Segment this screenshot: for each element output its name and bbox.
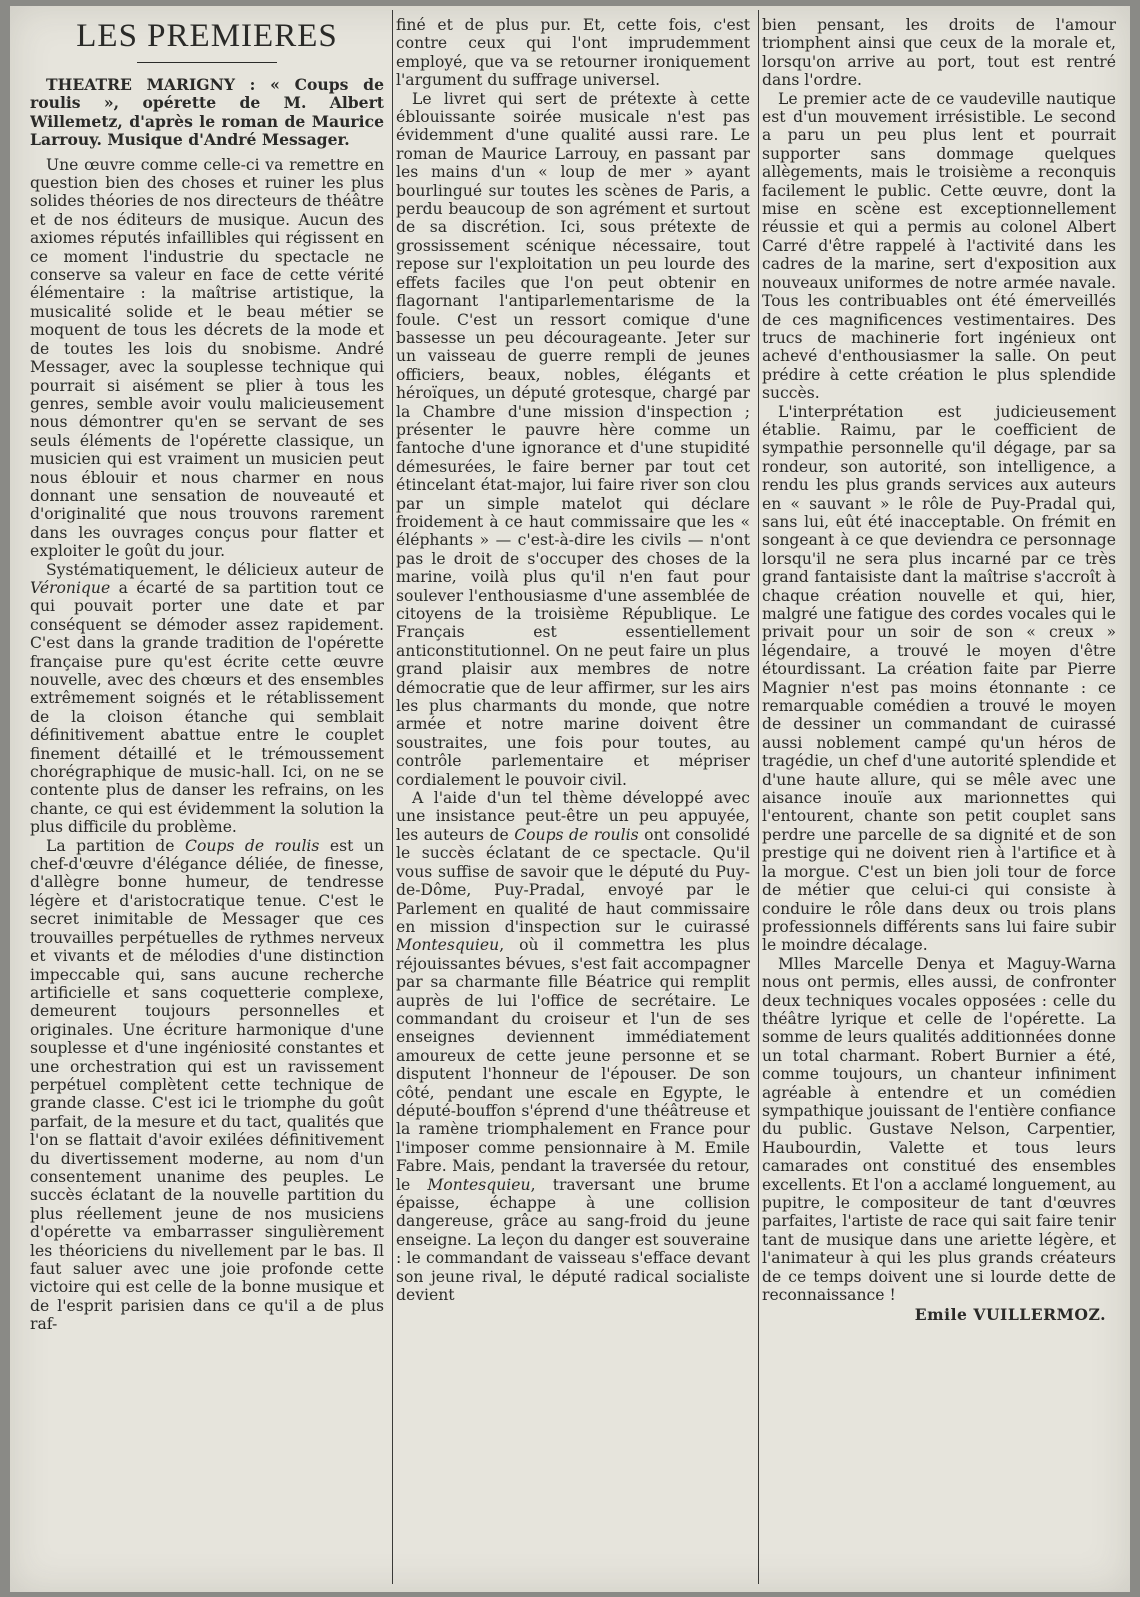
column-1 xyxy=(30,16,384,1582)
paragraph: Systématiquement, le délicieux auteur de Véronique a écarté de sa partition tout ce qui pouvait porter une date et par conséquent se démoder assez rapidement. C'est dans la grande tradition de l'opérette française pure qu'est écrite cette œuvre nouvelle, avec des chœurs et des ensembles extrêmement soignés et le rétablissement de la cloison étanche qui semblait définitivement abattue entre le couplet finement détaillé et le trémoussement chorégraphique de music-hall. Ici, on ne se contente plus de danser les refrains, on les chante, ce qui est évidemment la solution la plus difficile du problème. xyxy=(30,560,384,837)
paragraph: La partition de Coups de roulis est un chef-d'œuvre d'élégance déliée, de finesse, d'allègre bonne humeur, de tendresse légère et d'aristocratique tenue. C'est le secret inimitable de Messager que ces trouvailles perpétuelles de rythmes nerveux et vivants et de mélodies d'une distinction impeccable qui, sans aucune recherche artificielle et sans coquetterie complexe, demeurent toujours personnelles et originales. Une écriture harmonique d'une souplesse et d'une ingéniosité constantes et une orchestration qui est un ravissement perpétuel complètent cette technique de grande classe. C'est ici le triomphe du goût parfait, de la mesure et du tact, qualités que l'on se flattait d'avoir exilées définitivement du divertissement moderne, au nom d'un consentement unanime des peuples. Le succès éclatant de la nouvelle partition du plus réellement jeune de nos musiciens d'opérette va embarrasser singulièrement les théoriciens du nivellement par le bas. Il faut saluer avec une joie profonde cette victoire qui est celle de la bonne musique et de l'esprit parisien dans ce qu'il a de plus raf- xyxy=(30,836,384,1334)
review-lead: THEATRE MARIGNY : « Coups de roulis », opérette de M. Albert Willemetz, d'après le roman de Maurice Larrouy. Musique d'André Messager. xyxy=(30,75,384,150)
work-title: Coups de roulis xyxy=(185,836,320,855)
work-title: Coups de roulis xyxy=(514,825,639,844)
paragraph: finé et de plus pur. Et, cette fois, c'est contre ceux qui l'ont imprudemment employé, que va se retourner ironiquement l'argument du suffrage universel. xyxy=(396,16,750,90)
paragraph: A l'aide d'un tel thème développé avec une insistance peut-être un peu appuyée, les auteurs de Coups de roulis ont consolidé le succès éclatant de ce spectacle. Qu'il vous suffise de savoir que le député du Puy-de-Dôme, Puy-Pradal, envoyé par le Parlement en qualité de haut commissaire en mission d'inspection sur le cuirassé Montesquieu, où il commettra les plus réjouissantes bévues, s'est fait accompagner par sa charmante fille Béatrice qui remplit auprès de lui l'office de secrétaire. Le commandant du croiseur et l'un de ses enseignes deviennent immédiatement amoureux de cette jeune personne et se disputent l'honneur de l'épouser. De son côté, pendant une escale en Egypte, le député-bouffon s'éprend d'une théâtreuse et la ramène triomphalement en France pour l'imposer comme pensionnaire à M. Emile Fabre. Mais, pendant la traversée du retour, le Montesquieu, traversant une brume épaisse, échappe à une collision dangereuse, grâce au sang-froid du jeune enseigne. La leçon du danger est souveraine : le commandant de vaisseau s'efface devant son jeune rival, le député radical socialiste devient xyxy=(396,789,750,1305)
work-title: Véronique xyxy=(30,578,111,597)
paragraph: Le premier acte de ce vaudeville nautique est d'un mouvement irrésistible. Le second a paru un peu plus lent et pourrait supporter sans dommage quelques allègements, mais le troisième a reconquis facilement le public. Cette œuvre, dont la mise en scène est exceptionnellement réussie et qui a permis au colonel Albert Carré d'être rappelé à l'activité dans les cadres de la marine, sert d'exposition aux nouveaux uniformes de notre armée navale. Tous les contribuables ont été émerveillés de ces magnificences vestimentaires. Des trucs de machinerie fort ingénieux ont achevé d'enthousiasmer la salle. On peut prédire à cette création le plus splendide succès. xyxy=(762,89,1116,403)
column-3 xyxy=(762,16,1116,1582)
paragraph: Le livret qui sert de prétexte à cette éblouissante soirée musicale n'est pas évidemment d'une qualité aussi rare. Le roman de Maurice Larrouy, en passant par les mains d'un « loup de mer » ayant bourlingué sur toutes les scènes de Paris, a perdu beaucoup de son agrément et surtout de sa discrétion. Ici, sous prétexte de grossissement scénique nécessaire, tout repose sur l'exploitation un peu lourde des effets faciles que l'on peut obtenir en flagornant l'antiparlementarisme de la foule. C'est un ressort comique d'une bassesse un peu décourageante. Jeter sur un vaisseau de guerre rempli de jeunes officiers, beaux, nobles, élégants et héroïques, un député grotesque, chargé par la Chambre d'une mission d'inspection ; présenter le pauvre hère comme un fantoche d'une ignorance et d'une stupidité démesurées, le faire berner par tout cet étincelant état-major, lui faire river son clou par un simple matelot qui déclare froidement à ce haut commissaire que les « éléphants » — c'est-à-dire les civils — n'ont pas le droit de s'occuper des choses de la marine, voilà plus qu'il n'en faut pour soulever l'enthousiasme d'une assemblée de citoyens de la troisième République. Le Français est essentiellement anticonstitutionnel. On ne peut faire un plus grand plaisir aux membres de notre démocratie que de leur affirmer, sur les airs les plus charmants du monde, que notre armée et notre marine doivent être soustraites, une fois pour toutes, au contrôle parlementaire et mépriser cordialement le pouvoir civil. xyxy=(396,89,750,789)
ship-name: Montesquieu xyxy=(427,1175,531,1194)
title-ornament xyxy=(30,56,384,70)
signature: Emile VUILLERMOZ. xyxy=(914,1305,1106,1325)
column-rule-2 xyxy=(758,10,759,1584)
newspaper-clipping xyxy=(10,6,1130,1592)
column-rule-1 xyxy=(392,10,393,1584)
paragraph: bien pensant, les droits de l'amour triomphent ainsi que ceux de la morale et, lorsqu'on arrive au port, tout est rentré dans l'ordre. xyxy=(762,16,1116,90)
paragraph: Une œuvre comme celle-ci va remettre en question bien des choses et ruiner les plus solides théories de nos directeurs de théâtre et de nos éditeurs de musique. Aucun des axiomes réputés infaillibles qui régissent en ce moment l'industrie du spectacle ne conserve sa valeur en face de cette vérité élémentaire : la maîtrise artistique, la musicalité solide et le beau métier se moquent de tous les décrets de la mode et de toutes les lois du snobisme. André Messager, avec la souplesse technique qui pourrait si aisément se plier à tous les genres, semble avoir voulu malicieusement nous démontrer qu'en se servant de ses seuls éléments de l'opérette classique, un musicien qui est vraiment un musicien peut nous éblouir et nous charmer en nous donnant une sensation de nouveauté et d'originalité que nous trouvons rarement dans les ouvrages conçus pour flatter et exploiter le goût du jour. xyxy=(30,155,384,561)
column-2 xyxy=(396,16,750,1582)
paragraph: Mlles Marcelle Denya et Maguy-Warna nous ont permis, elles aussi, de confronter deux techniques vocales opposées : celle du théâtre lyrique et celle de l'opérette. La somme de leurs qualités additionnées donne un total charmant. Robert Burnier a été, comme toujours, un chanteur infiniment agréable à entendre et un comédien sympathique jouissant de l'entière confiance du public. Gustave Nelson, Carpentier, Haubourdin, Valette et tous leurs camarades ont constitué des ensembles excellents. Et l'on a acclamé longuement, au pupitre, le compositeur de tant d'œuvres parfaites, l'artiste de race qui sait faire tenir tant de musique dans une ariette légère, et l'animateur à qui les plus grands créateurs de ce temps doivent une si lourde dette de reconnaissance ! xyxy=(762,954,1116,1305)
paragraph: L'interprétation est judicieusement établie. Raimu, par le coefficient de sympathie personnelle qu'il dégage, par sa rondeur, son autorité, son intelligence, a rendu les plus grands services aux auteurs en « sauvant » le rôle de Puy-Pradal qui, sans lui, eût été inacceptable. On frémit en songeant à ce que deviendra ce personnage lorsqu'il ne sera plus incarné par ce très grand fantaisiste dant la maîtrise s'accroît à chaque création nouvelle et qui, hier, malgré une fatigue des cordes vocales qui le privait pour un soir de son « creux » légendaire, a trouvé le moyen d'être étourdissant. La création faite par Pierre Magnier n'est pas moins étonnante : ce remarquable comédien a trouvé le moyen de dessiner un commandant de cuirassé aussi noblement campé qu'un héros de tragédie, un chef d'une autorité splendide et d'une haute allure, qui se mêle avec une aisance inouïe aux marionnettes qui l'entourent, chante son petit couplet sans perdre une parcelle de sa dignité et de son prestige qui ne doivent rien à l'artifice et à la morgue. C'est un bien joli tour de force de métier que celui-ci qui consiste à conduire le rôle dans deux ou trois plans professionnels différents sans lui faire subir le moindre décalage. xyxy=(762,402,1116,955)
section-title: LES PREMIERES xyxy=(76,18,338,54)
ship-name: Montesquieu xyxy=(396,936,500,955)
